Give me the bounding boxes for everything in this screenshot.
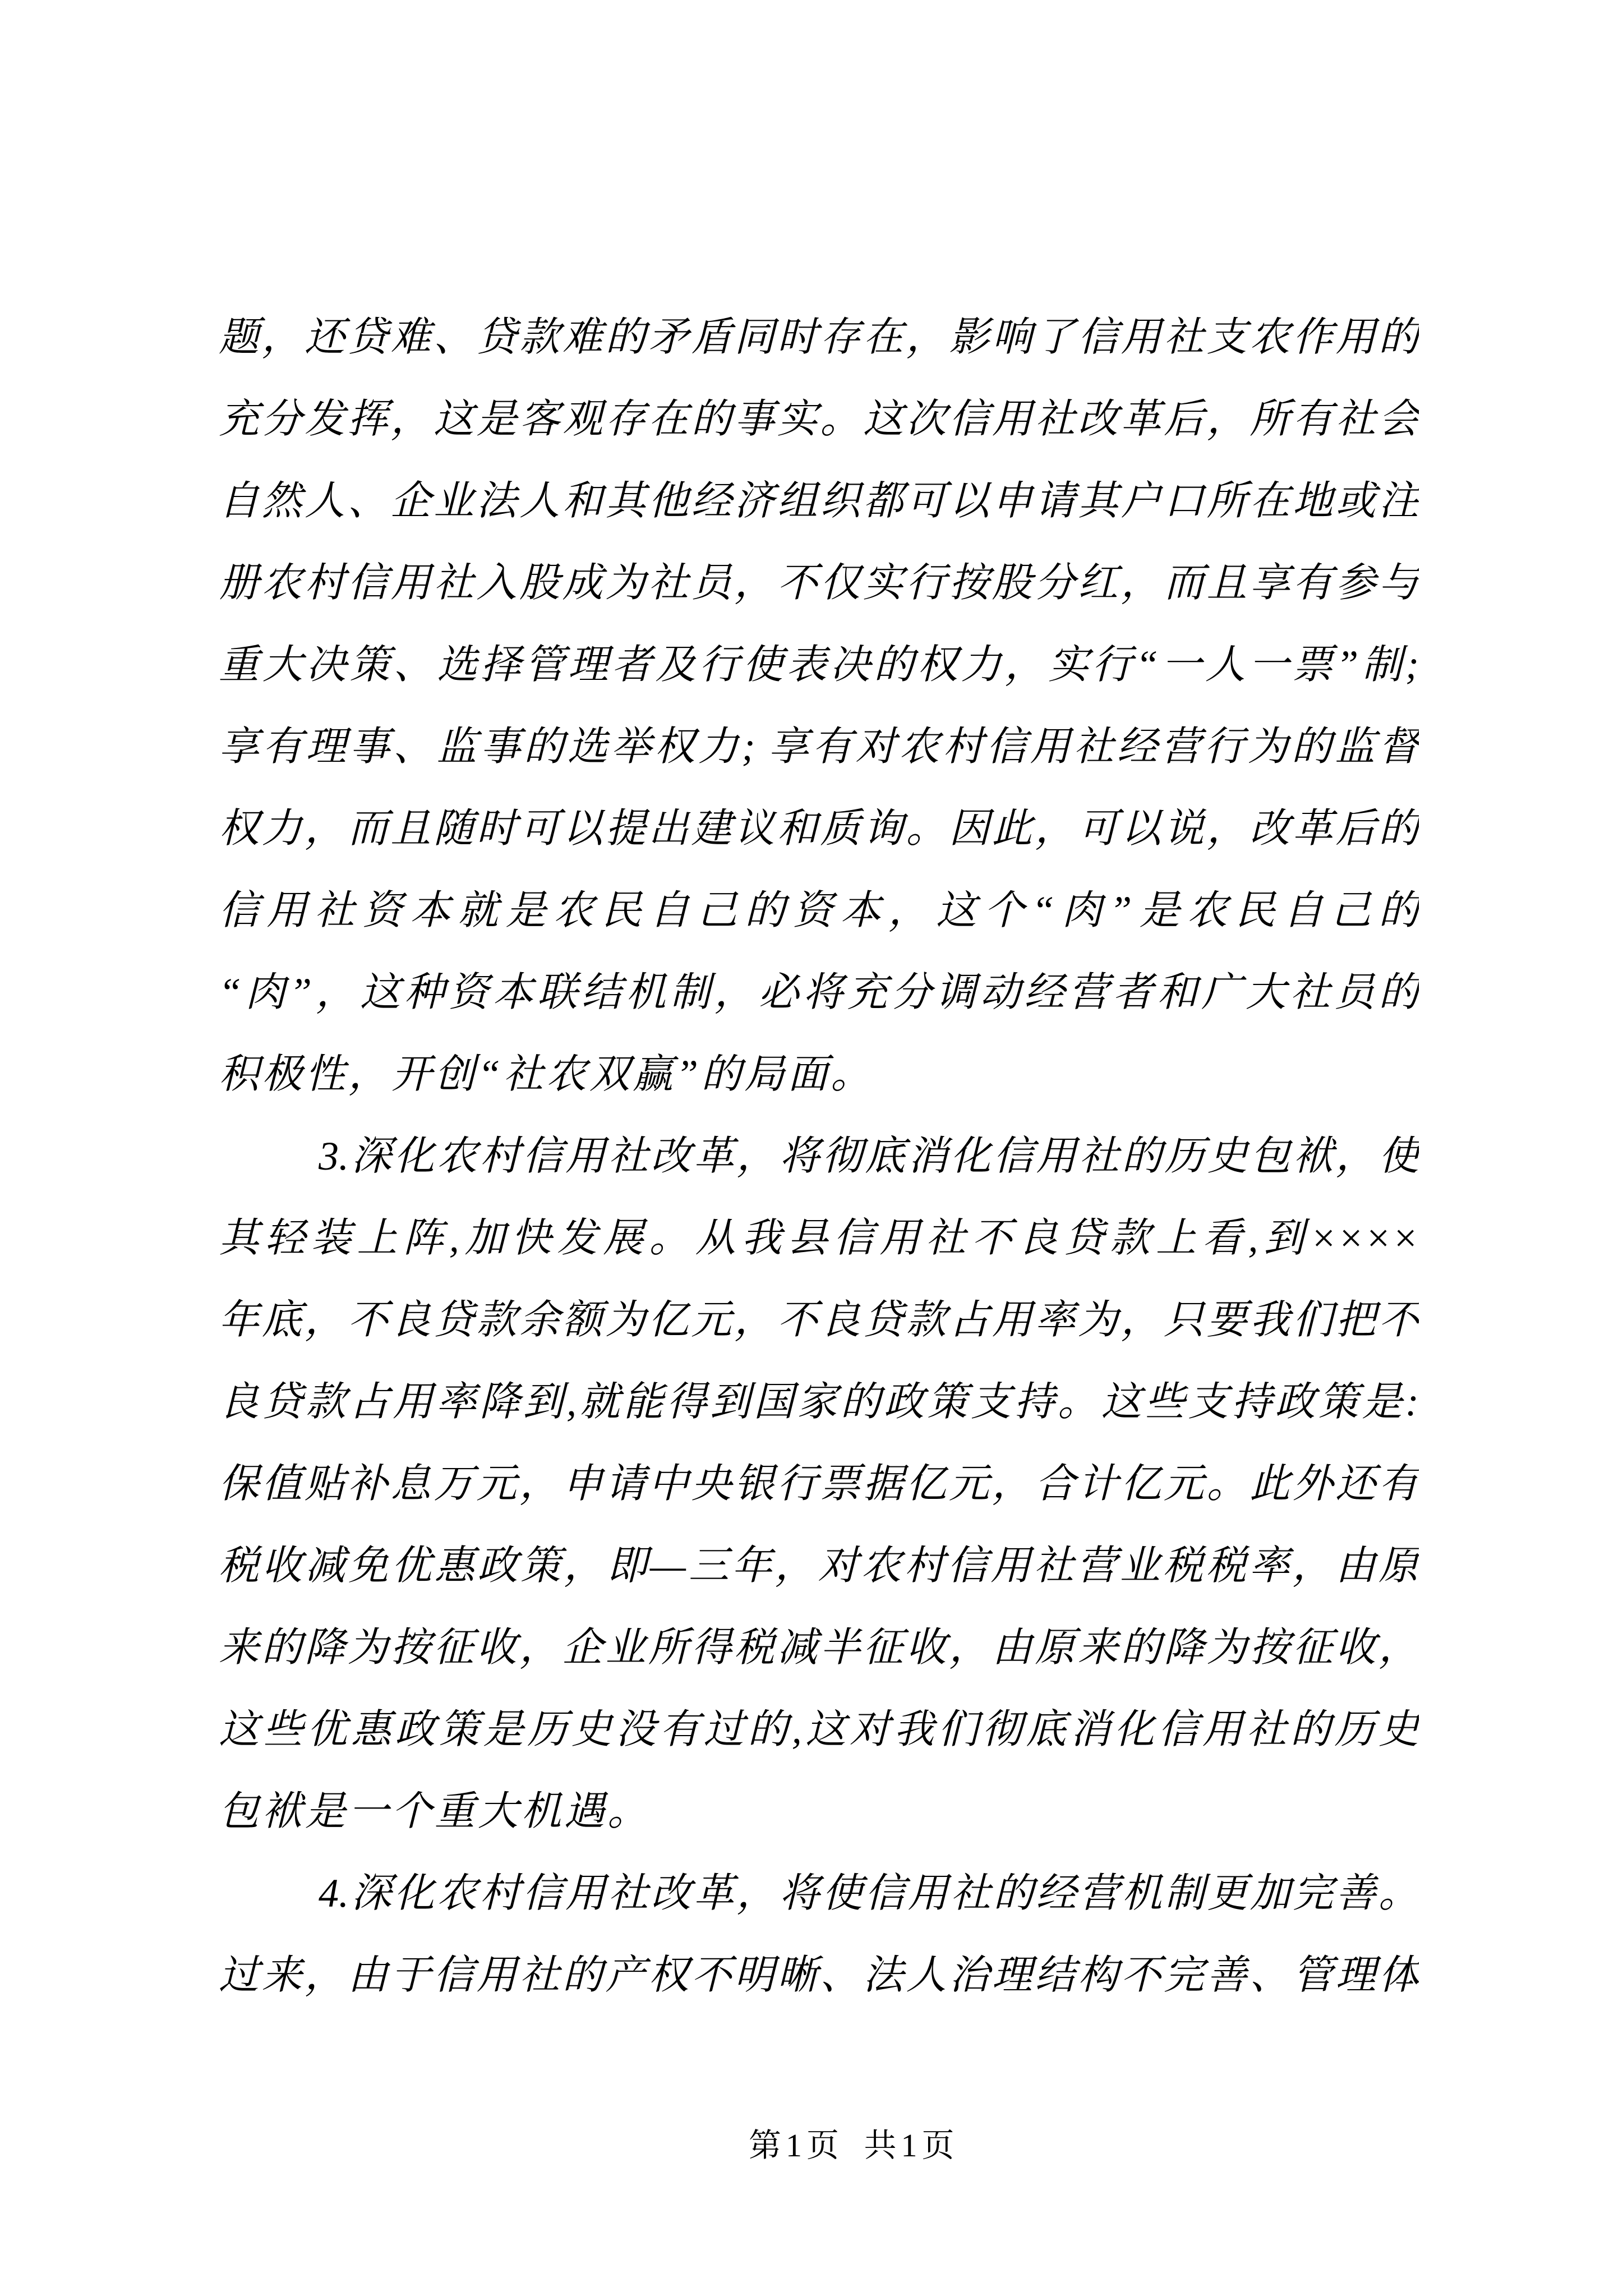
text-line: 册农村信用社入股成为社员，不仅实行按股分红，而且享有参与 [219,560,1419,605]
text-block [219,296,1419,2016]
text-line: 这些优惠政策是历史没有过的,这对我们彻底消化信用社的历史 [219,1707,1419,1752]
text-line: 重大决策、选择管理者及行使表决的权力，实行“一人一票”制; [219,642,1419,687]
text-line: 信用社资本就是农民自己的资本，这个“肉”是农民自己的 [219,888,1419,933]
text-line: 年底，不良贷款余额为亿元，不良贷款占用率为，只要我们把不 [219,1297,1419,1342]
paragraph [219,1852,1419,2016]
paragraph [219,296,1419,1115]
text-line: 保值贴补息万元，申请中央银行票据亿元，合计亿元。此外还有 [219,1461,1419,1506]
text-line: 积极性，开创“社农双赢”的局面。 [219,1052,874,1097]
text-line: 良贷款占用率降到,就能得到国家的政策支持。这些支持政策是: [219,1379,1419,1424]
page-footer: 第1页 共1页 [749,2127,959,2164]
text-line: 4.深化农村信用社改革，将使信用社的经营机制更加完善。 [319,1871,1419,1916]
text-line: 题，还贷难、贷款难的矛盾同时存在，影响了信用社支农作用的 [219,315,1419,360]
text-line: 包袱是一个重大机遇。 [219,1789,651,1834]
text-line: 权力，而且随时可以提出建议和质询。因此，可以说，改革后的 [219,806,1419,851]
text-line: 充分发挥，这是客观存在的事实。这次信用社改革后，所有社会 [219,397,1419,441]
text-line: “肉”，这种资本联结机制，必将充分调动经营者和广大社员的 [219,970,1419,1015]
text-line: 税收减免优惠政策，即—三年，对农村信用社营业税税率，由原 [219,1543,1419,1588]
text-line: 3.深化农村信用社改革，将彻底消化信用社的历史包袱，使 [319,1134,1419,1179]
text-line: 来的降为按征收，企业所得税减半征收，由原来的降为按征收， [219,1625,1419,1670]
text-line: 自然人、企业法人和其他经济组织都可以申请其户口所在地或注 [219,478,1419,523]
text-line: 过来，由于信用社的产权不明晰、法人治理结构不完善、管理体 [219,1953,1419,1998]
text-line: 其轻装上阵,加快发展。从我县信用社不良贷款上看,到×××× [219,1216,1419,1260]
paragraph [219,1115,1419,1852]
text-line: 享有理事、监事的选举权力; 享有对农村信用社经营行为的监督 [219,724,1419,769]
